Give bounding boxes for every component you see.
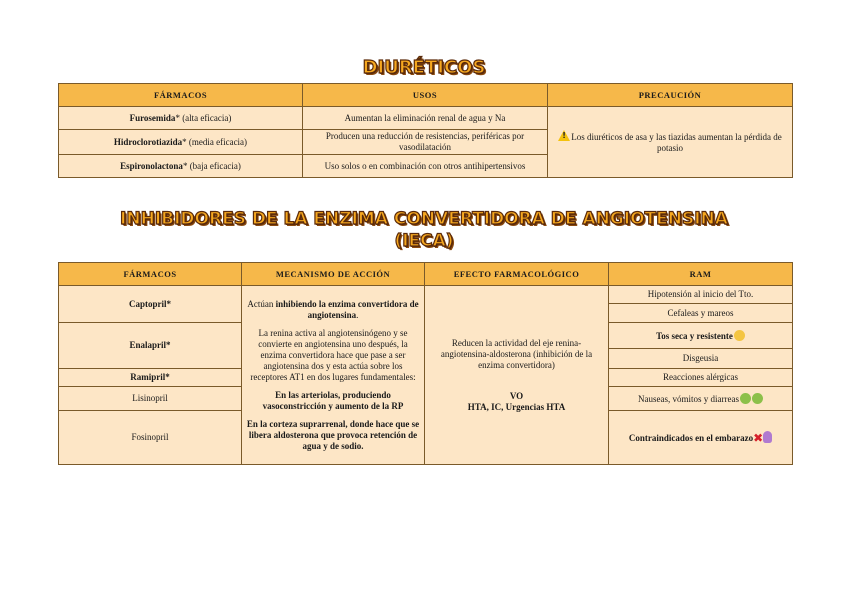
table-row bbox=[59, 107, 793, 130]
ieca-title-line2: (IECA) bbox=[394, 231, 454, 251]
use-cell: Aumentan la eliminación renal de agua y Na bbox=[303, 107, 548, 130]
header-precaucion: PRECAUCIÓN bbox=[548, 84, 793, 107]
diureticos-title: DIURÉTICOS bbox=[362, 57, 486, 78]
nauseated-face-icon bbox=[740, 393, 751, 404]
ram-cell: Disgeusia bbox=[609, 349, 793, 369]
ram-cell: Tos seca y resistente bbox=[609, 323, 793, 349]
warning-icon bbox=[558, 130, 570, 141]
header-mecanismo: MECANISMO DE ACCIÓN bbox=[242, 263, 425, 286]
ram-cell: Cefaleas y mareos bbox=[609, 304, 793, 323]
coughing-face-icon bbox=[734, 330, 745, 341]
header-farmacos: FÁRMACOS bbox=[59, 84, 303, 107]
drug-cell: Ramipril* bbox=[59, 369, 242, 387]
mechanism-cell: Actúan inhibiendo la enzima convertidora de angiotensina. La renina activa al angiotensinógeno y se convierte en angiotensina uno después, la enzima convertidora hace que pase a ser angiotensina dos y esta actúa sobre los receptores AT1 en dos lugares fundamentales: En las arteriolas, produciendo vasoconstricción y aumento de la RP En la corteza suprarrenal, donde hace que se libera aldosterona que provoca retención de agua y de sodio. bbox=[242, 286, 425, 465]
effect-cell: Reducen la actividad del eje renina-angiotensina-aldosterona (inhibición de la enzima convertidora) VO HTA, IC, Urgencias HTA bbox=[425, 286, 609, 465]
header-ram: RAM bbox=[609, 263, 793, 286]
use-cell: Producen una reducción de resistencias, periféricas por vasodilatación bbox=[303, 130, 548, 155]
precaution-cell: !Los diuréticos de asa y las tiazidas aumentan la pérdida de potasio bbox=[548, 107, 793, 178]
header-efecto: EFECTO FARMACOLÓGICO bbox=[425, 263, 609, 286]
drug-cell: Furosemida* (alta eficacia) bbox=[59, 107, 303, 130]
header-farmacos: FÁRMACOS bbox=[59, 263, 242, 286]
drug-cell: Espironolactona* (baja eficacia) bbox=[59, 155, 303, 178]
use-cell: Uso solos o en combinación con otros antihipertensivos bbox=[303, 155, 548, 178]
drug-cell: Hidroclorotiazida* (media eficacia) bbox=[59, 130, 303, 155]
ieca-title bbox=[0, 208, 848, 252]
ram-cell: Contraindicados en el embarazo✖ bbox=[609, 411, 793, 465]
drug-cell: Lisinopril bbox=[59, 387, 242, 411]
ram-cell: Hipotensión al inicio del Tto. bbox=[609, 286, 793, 304]
diureticos-table bbox=[58, 83, 793, 178]
drug-cell: Captopril* bbox=[59, 286, 242, 323]
ram-cell: Reacciones alérgicas bbox=[609, 369, 793, 387]
drug-cell: Fosinopril bbox=[59, 411, 242, 465]
ram-cell: Nauseas, vómitos y diarreas bbox=[609, 387, 793, 411]
ieca-title-line1: INHIBIDORES DE LA ENZIMA CONVERTIDORA DE ANGIOTENSINA bbox=[120, 209, 728, 229]
ieca-table bbox=[58, 262, 793, 465]
pregnant-woman-icon bbox=[763, 431, 772, 443]
header-usos: USOS bbox=[303, 84, 548, 107]
vomiting-face-icon bbox=[752, 393, 763, 404]
cross-mark-icon: ✖ bbox=[753, 431, 764, 445]
drug-cell: Enalapril* bbox=[59, 323, 242, 369]
